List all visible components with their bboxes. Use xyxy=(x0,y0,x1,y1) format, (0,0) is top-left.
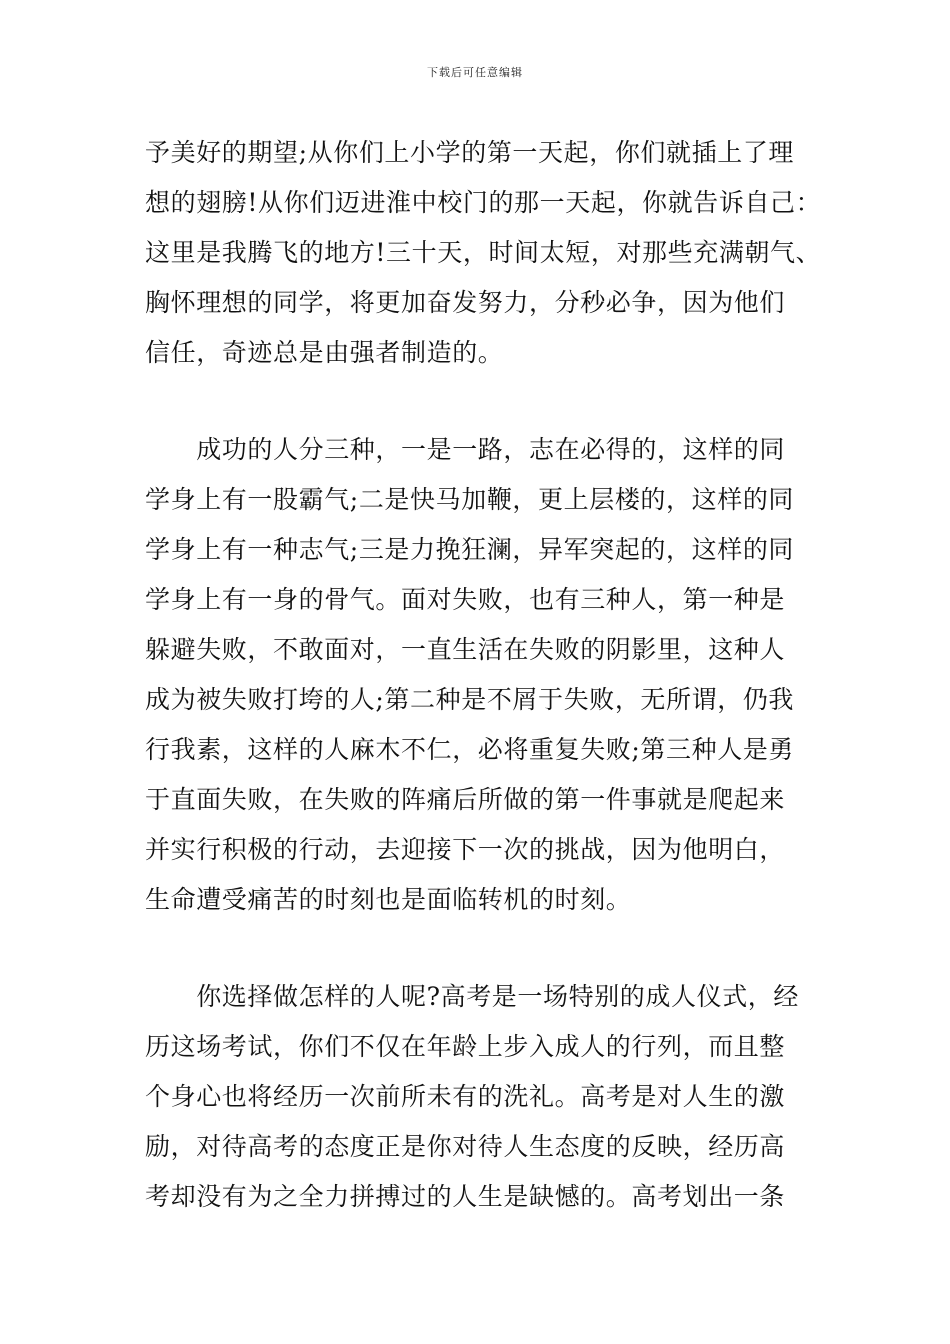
paragraph xyxy=(145,128,835,378)
text-line: 励，对待高考的态度正是你对待人生态度的反映，经历高 xyxy=(145,1132,786,1161)
text-line: 予美好的期望;从你们上小学的第一天起，你们就插上了理 xyxy=(145,138,795,167)
text-line: 成为被失败打垮的人;第二种是不屑于失败，无所谓，仍我 xyxy=(145,685,795,714)
text-line: 学身上有一种志气;三是力挽狂澜，异军突起的，这样的同 xyxy=(145,535,795,564)
text-line: 行我素，这样的人麻木不仁，必将重复失败;第三种人是勇 xyxy=(145,735,795,764)
page-header: 下载后可任意编辑 xyxy=(427,66,523,79)
text-line: 于直面失败，在失败的阵痛后所做的第一件事就是爬起来 xyxy=(145,785,786,814)
text-line: 历这场考试，你们不仅在年龄上步入成人的行列，而且整 xyxy=(145,1032,786,1061)
text-line: 生命遭受痛苦的时刻也是面临转机的时刻。 xyxy=(145,885,632,914)
document-body xyxy=(145,128,835,1222)
text-line: 考却没有为之全力拼搏过的人生是缺憾的。高考划出一条 xyxy=(145,1182,786,1211)
paragraph-gap xyxy=(145,378,835,425)
text-line: 个身心也将经历一次前所未有的洗礼。高考是对人生的激 xyxy=(145,1082,786,1111)
text-line: 躲避失败，不敢面对，一直生活在失败的阴影里，这种人 xyxy=(145,635,786,664)
text-line: 学身上有一身的骨气。面对失败，也有三种人，第一种是 xyxy=(145,585,786,614)
text-line: 这里是我腾飞的地方!三十天，时间太短，对那些充满朝气、 xyxy=(145,238,822,267)
paragraph-gap xyxy=(145,925,835,972)
text-line: 成功的人分三种，一是一路，志在必得的，这样的同 xyxy=(145,435,786,464)
text-line: 胸怀理想的同学，将更加奋发努力，分秒必争，因为他们 xyxy=(145,288,786,317)
paragraph xyxy=(145,425,835,925)
text-line: 你选择做怎样的人呢?高考是一场特别的成人仪式，经 xyxy=(145,982,800,1011)
paragraph xyxy=(145,972,835,1222)
text-line: 学身上有一股霸气;二是快马加鞭，更上层楼的，这样的同 xyxy=(145,485,795,514)
text-line: 并实行积极的行动，去迎接下一次的挑战，因为他明白， xyxy=(145,835,786,864)
text-line: 信任，奇迹总是由强者制造的。 xyxy=(145,338,504,367)
text-line: 想的翅膀!从你们迈进淮中校门的那一天起，你就告诉自己： xyxy=(145,188,822,217)
